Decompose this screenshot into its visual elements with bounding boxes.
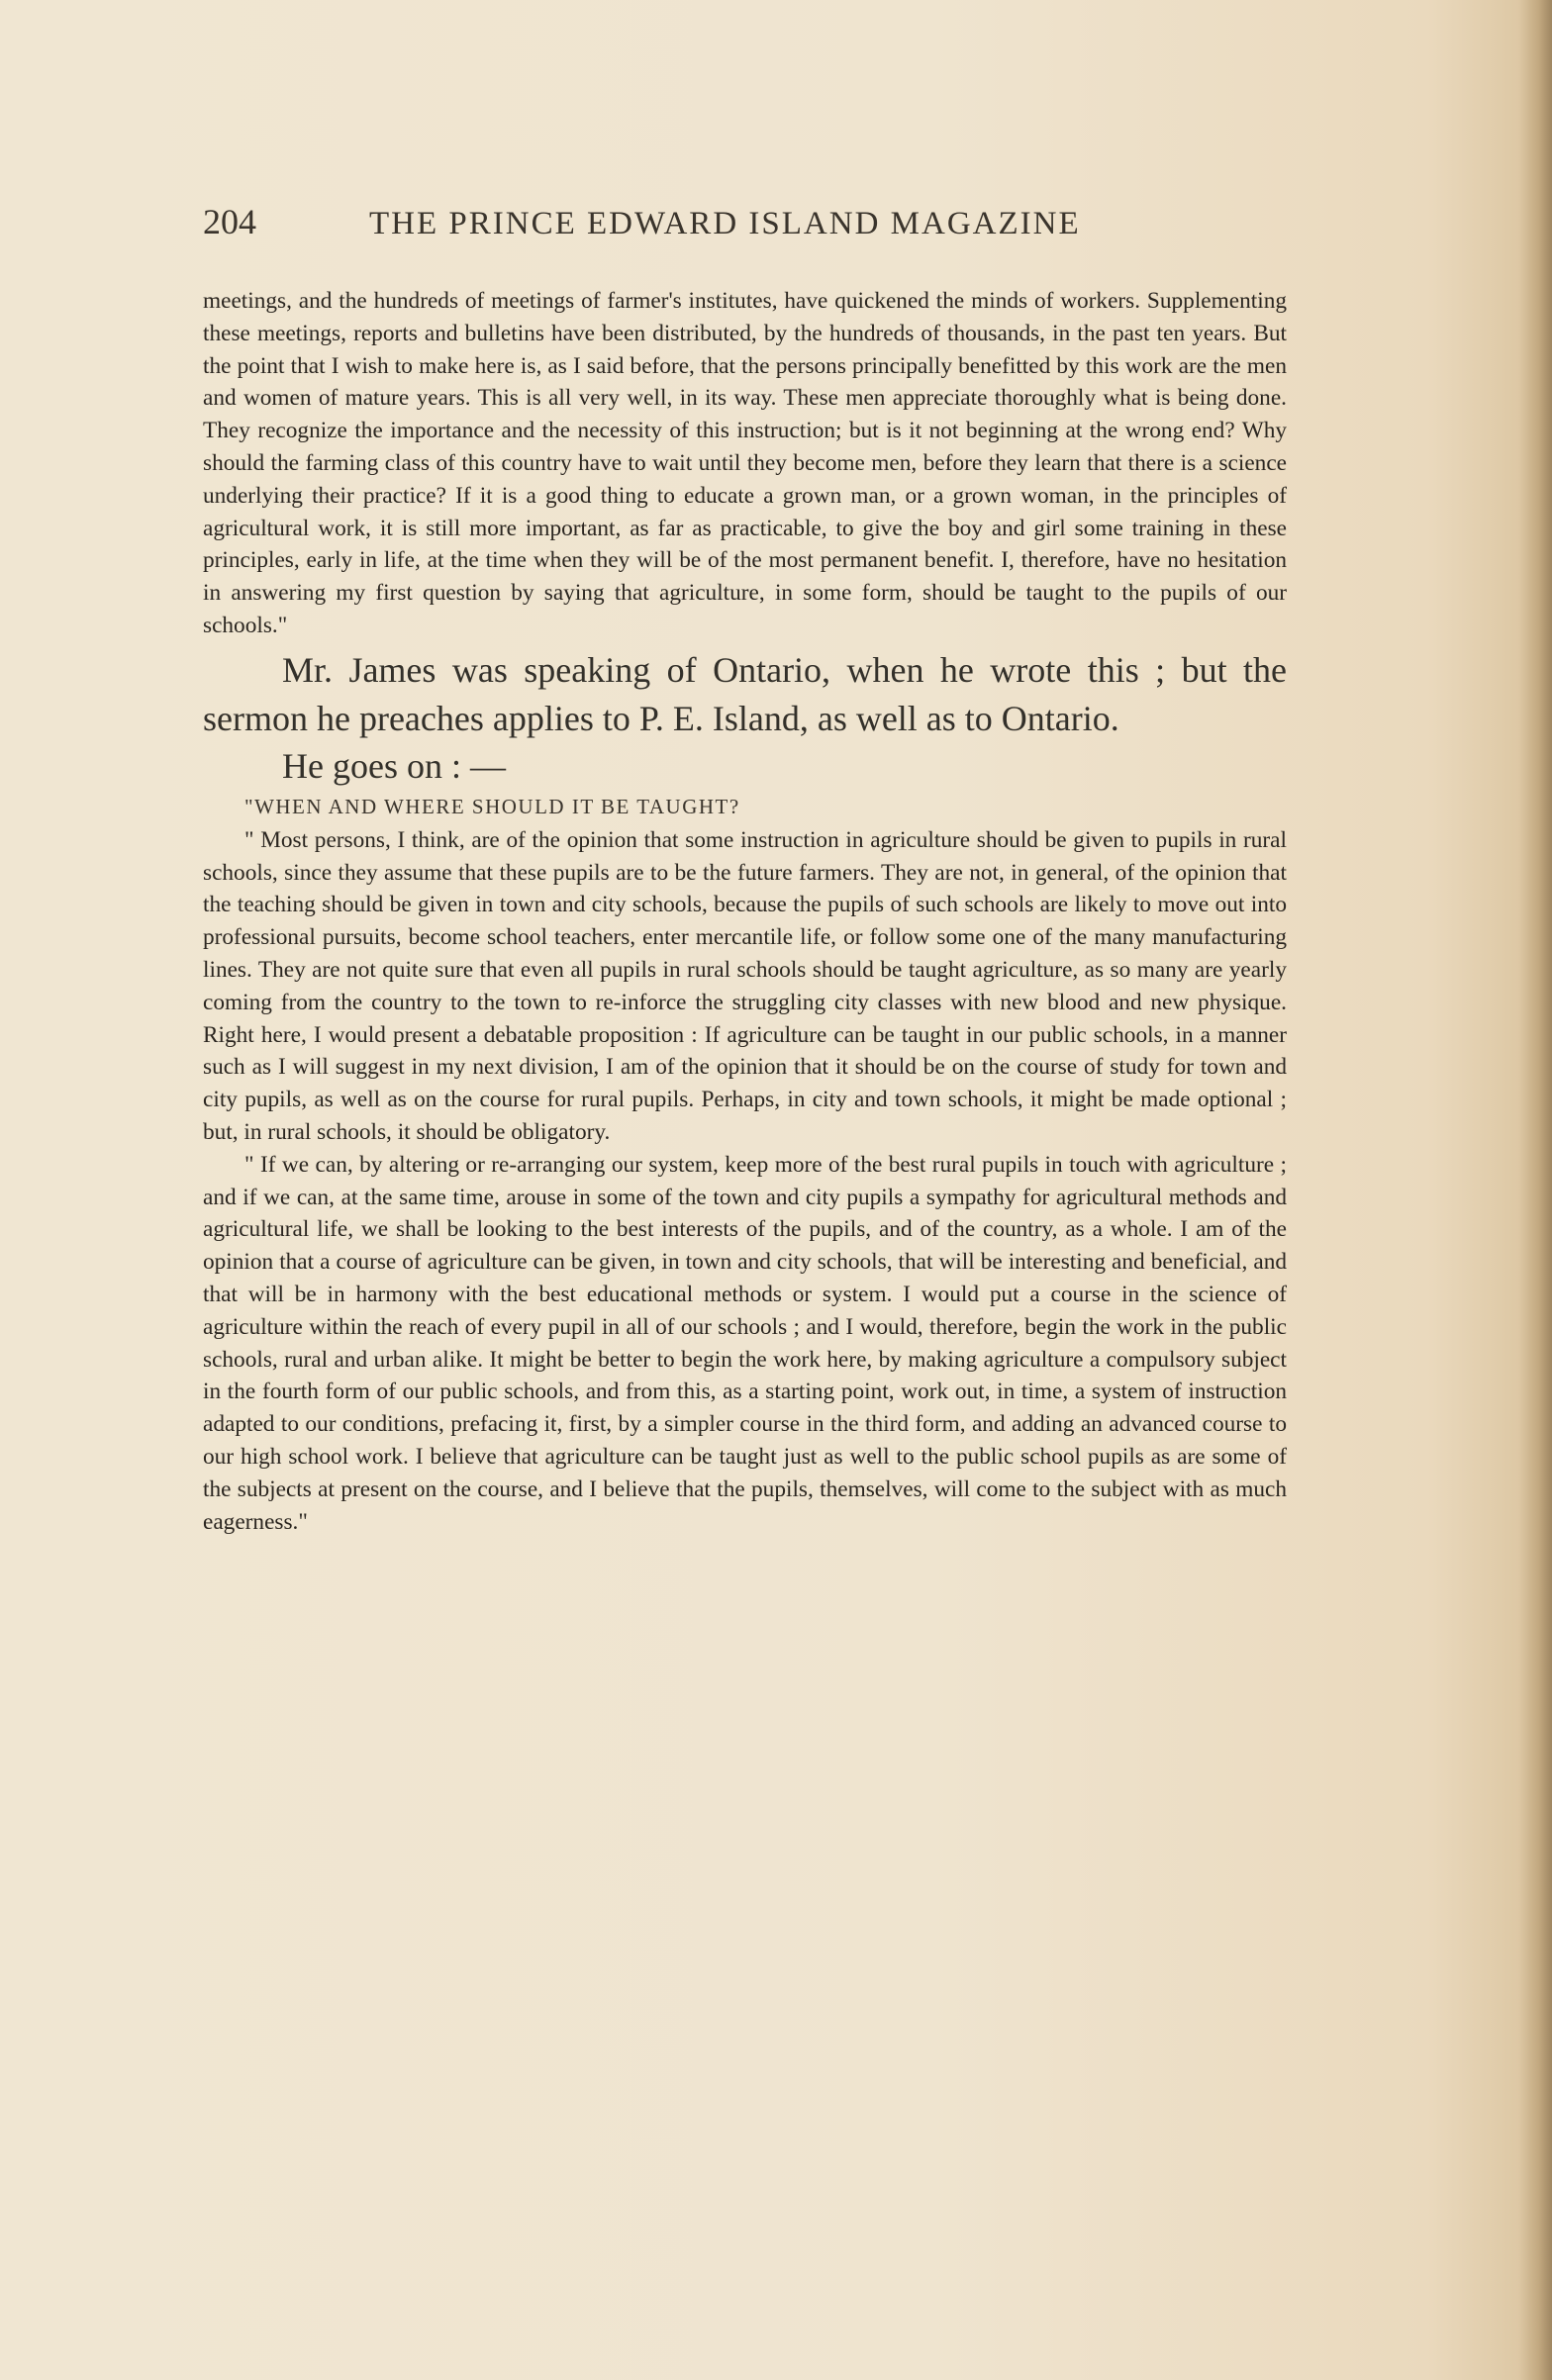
paragraph-lead-in: He goes on : — bbox=[282, 745, 506, 786]
paragraph-quote-continued: meetings, and the hundreds of meetings of farmer's institutes, have quickened the minds of workers. Supplementing these meetings, reports and bulletins have been distributed, by the hundreds of thousands, in the past ten years. But the point that I wish to make here is, as I said before, that the persons principally benefitted by this work are the men and women of mature years. This is all very well, in its way. These men appreciate thoroughly what is being done. They recognize the importance and the necessity of this instruction; but is it not beginning at the wrong end? Why should the farming class of this country have to wait until they become men, before they learn that there is a science underlying their practice? If it is a good thing to educate a grown man, or a grown woman, in the principles of agricultural work, it is still more important, as far as practicable, to give the boy and girl some training in these principles, early in life, at the time when they will be of the most permanent benefit. I, therefore, have no hesitation in answering my first question by saying that agriculture, in some form, should be taught to the pupils of our schools." bbox=[203, 288, 1287, 638]
page-body bbox=[203, 285, 1287, 1538]
magazine-title: THE PRINCE EDWARD ISLAND MAGAZINE bbox=[369, 206, 1081, 241]
paragraph-commentary: Mr. James was speaking of Ontario, when he wrote this ; but the sermon he preaches applies to P. E. Island, as well as to Ontario. bbox=[203, 649, 1287, 738]
section-heading: "WHEN AND WHERE SHOULD IT BE TAUGHT? bbox=[244, 794, 740, 818]
running-header bbox=[203, 201, 1292, 242]
page-number: 204 bbox=[203, 202, 256, 241]
page-edge-shadow bbox=[1518, 0, 1552, 2380]
paragraph-quote-most-persons: " Most persons, I think, are of the opinion that some instruction in agriculture should be given to pupils in rural schools, since they assume that these pupils are to be the future farmers. They are not, in general, of the opinion that the teaching should be given in town and city schools, because the pupils of such schools are likely to move out into professional pursuits, become school teachers, enter mercantile life, or follow some one of the many manufacturing lines. They are not quite sure that even all pupils in rural schools should be taught agriculture, as so many are yearly coming from the country to the town to re-inforce the struggling city classes with new blood and new physique. Right here, I would present a debatable proposition : If agriculture can be taught in our public schools, in a manner such as I will suggest in my next division, I am of the opinion that it should be on the course of study for town and city pupils, as well as on the course for rural pupils. Perhaps, in city and town schools, it might be made optional ; but, in rural schools, it should be obligatory. bbox=[203, 826, 1287, 1145]
paragraph-quote-if-we-can: " If we can, by altering or re-arranging our system, keep more of the best rural pupils in touch with agriculture ; and if we can, at the same time, arouse in some of the town and city pupils a sympathy for agricultural methods and agricultural life, we shall be looking to the best interests of the pupils, and of the country, as a whole. I am of the opinion that a course of agriculture can be given, in town and city schools, that will be interesting and beneficial, and that will be in harmony with the best educational methods or system. I would put a course in the science of agriculture within the reach of every pupil in all of our schools ; and I would, therefore, begin the work in the public schools, rural and urban alike. It might be better to begin the work here, by making agriculture a compulsory subject in the fourth form of our public schools, and from this, as a starting point, work out, in time, a system of instruction adapted to our conditions, prefacing it, first, by a simpler course in the third form, and adding an advanced course to our high school work. I believe that agriculture can be taught just as well to the public school pupils as are some of the subjects at present on the course, and I believe that the pupils, themselves, will come to the subject with as much eagerness." bbox=[203, 1151, 1287, 1535]
